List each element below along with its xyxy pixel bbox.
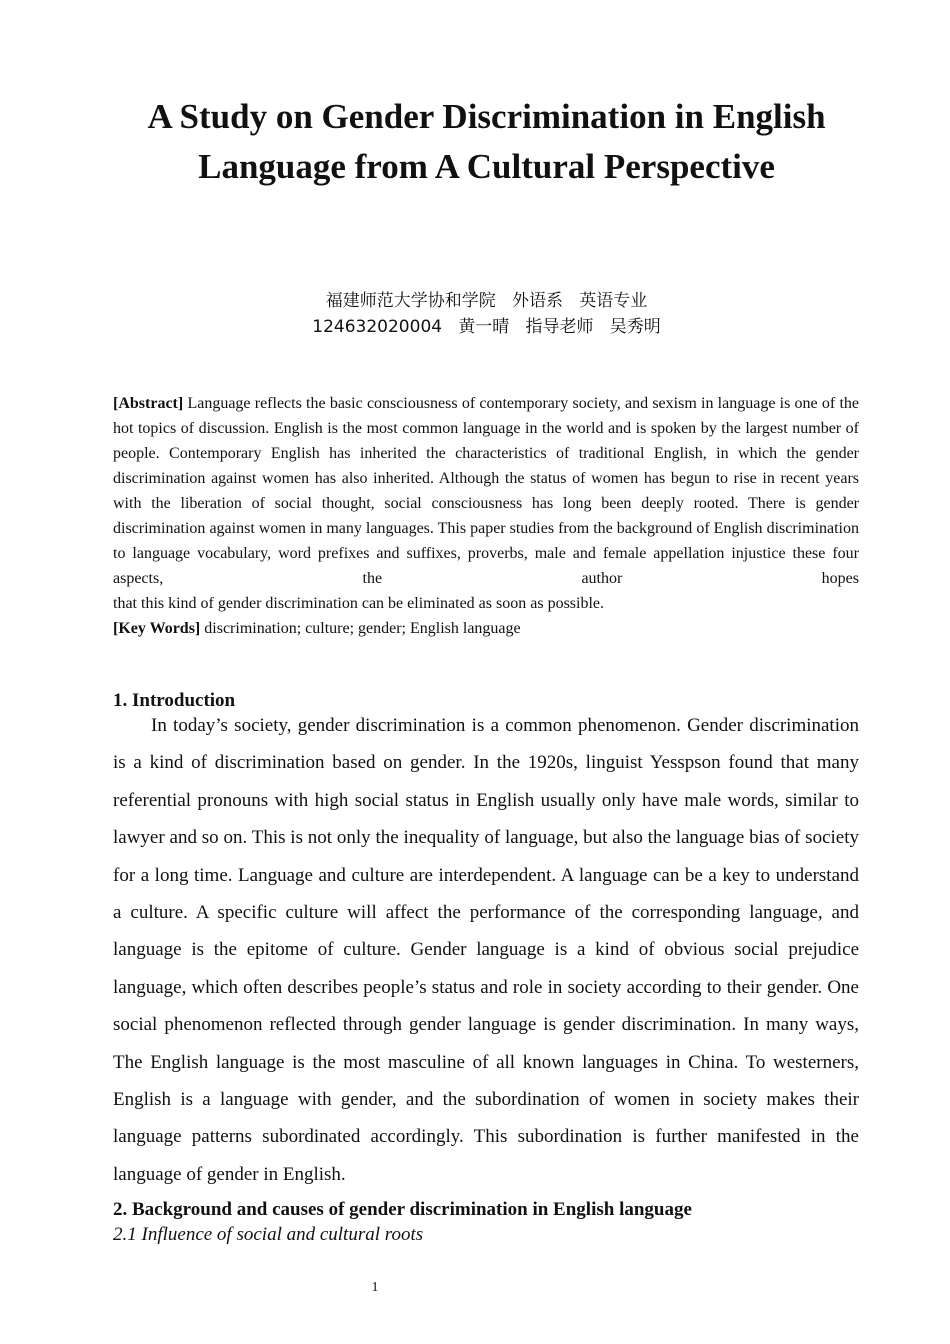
abstract-last-line: that this kind of gender discrimination can be eliminated as soon as possible. [113,595,605,612]
author-id-advisor: 124632020004 黄一晴 指导老师 吴秀明 [312,317,661,337]
section-1-body: In today’s society, gender discrimination is a common phenomenon. Gender discrimination is a kind of discrimination based on gender. In the 1920s, linguist Yesspson found that many referential pronouns with high social status in English usually only have male words, similar to lawyer and so on. This is not only the inequality of language, but also the language bias of society for a long time. Language and culture are interdependent. A language can be a key to understand a culture. A specific culture will affect the performance of the corresponding language, and language is the epitome of culture. Gender language is a kind of obvious social prejudice language, which often describes people’s status and role in society according to their gender. One social phenomenon reflected through gender language is gender discrimination. In many ways, The English language is the most masculine of all known languages in China. To westerners, English is a language with gender, and the subordination of women in society makes their language patterns subordinated accordingly. This subordination is further manifested in the language of gender in English. [113,715,859,1185]
author-info [100,288,873,340]
keywords-text: discrimination; culture; gender; English language [204,620,521,637]
abstract-label: [Abstract] [113,395,184,412]
abstract-text: Language reflects the basic consciousness of contemporary society, and sexism in language is one of the hot topics of discussion. English is the most common language in the world and is spoken by the largest number of people. Contemporary English has inherited the characteristics of traditional English, in which the gender discrimination against women has also inherited. Although the status of women has begun to rise in recent years with the liberation of social thought, social consciousness has long been deeply rooted. There is gender discrimination against women in many languages. This paper studies from the background of English discrimination to language vocabulary, word prefixes and suffixes, proverbs, male and female appellation injustice these four aspects, the author hopes [113,395,859,587]
title-line-1: A Study on Gender Discrimination in English [147,97,826,136]
author-affiliation: 福建师范大学协和学院 外语系 英语专业 [325,291,648,311]
keywords-label: [Key Words] [113,620,201,637]
paper-title [100,92,873,192]
keywords-paragraph [113,616,859,641]
section-2-heading: 2. Background and causes of gender discrimination in English language [113,1199,692,1220]
section-1-heading: 1. Introduction [113,690,236,711]
page-number: 1 [371,1280,379,1295]
abstract-paragraph [113,391,859,591]
title-line-2: Language from A Cultural Perspective [198,147,775,186]
section-2-1-subheading: 2.1 Influence of social and cultural roots [113,1224,424,1245]
abstract-block [113,391,859,641]
